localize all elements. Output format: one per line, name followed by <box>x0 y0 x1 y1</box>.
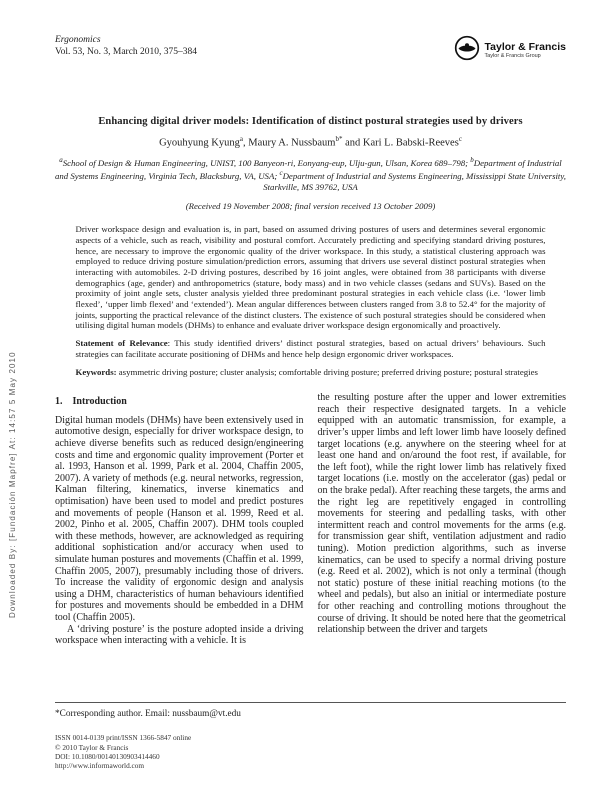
right-column <box>318 392 567 680</box>
affiliation-c-mark: c <box>279 169 283 178</box>
affiliations <box>55 155 566 193</box>
affiliation-b-mark: b <box>470 155 474 164</box>
affiliation-a-mark: a <box>59 155 63 164</box>
corresponding-author-note: *Corresponding author. Email: nussbaum@vt.edu <box>55 709 241 720</box>
statement-of-relevance <box>76 338 546 359</box>
left-column <box>55 392 304 680</box>
received-dates: (Received 19 November 2008; final version received 13 October 2009) <box>185 201 436 212</box>
journal-name: Ergonomics <box>55 35 101 45</box>
author-3: Kari L. Babski-Reeves <box>362 137 459 149</box>
journal-issue-line: Vol. 53, No. 3, March 2010, 375–384 <box>55 47 198 57</box>
download-watermark: Downloaded By: [Fundación Mapfre] At: 14:57 5 May 2010 <box>8 351 17 618</box>
page-header <box>55 34 566 66</box>
affiliation-a: School of Design & Human Engineering, UNIST, 100 Banyeon-ri, Eonyang-eup, Ulju-gun, Ulsan, Korea 689–798; <box>62 157 471 168</box>
body-columns <box>55 392 566 680</box>
page-content <box>55 34 566 770</box>
author-2-affmark: b* <box>335 135 343 143</box>
author-separator: and <box>342 137 363 149</box>
section-number: 1. <box>55 396 63 408</box>
publisher-logo-text <box>485 42 567 60</box>
section-heading <box>55 396 304 408</box>
publisher-logo <box>454 35 567 66</box>
abstract-text: Driver workspace design and evaluation is, in part, based on assumed driving postures of users and determines several ergonomic aspects of a vehicle, such as reach, visibility and postural comfort. Accurately predicting and specifying standard driving postures, hence, are necessary to improve the ergonomic quality of the driver workspace. In this study, a statistical clustering approach was employed to reduce driving posture simulation/prediction errors, assuming that drivers use several distinct postural strategies when interacting with automobiles. 2-D driving postures, described by 16 joint angles, were obtained from 38 participants with diverse demographics (age, gender) and anthropometrics (stature, body mass) and in two vehicle classes (sedans and SUVs). Based on the proximity of joint angle sets, cluster analysis yielded three predominant postural strategies in each vehicle class (i.e. ‘lower limb flexed’, ‘upper limb flexed’ and ‘extended’). Mean angular differences between clusters ranged from 3.8 to 52.4° for the majority of joints, supporting the practical relevance of the distinct clusters. The existence of such postural strategies should be considered when utilising digital human models (DHMs) to enhance and evaluate driver workspace design ergonomically and proactively. <box>75 224 546 331</box>
issn-line: ISSN 0014-0139 print/ISSN 1366-5847 online <box>55 733 192 743</box>
keywords-text: asymmetric driving posture; cluster analysis; comfortable driving posture; preferred driving posture; postural strategies <box>116 366 538 377</box>
body-paragraph: the resulting posture after the upper and lower extremities reach their respective designated targets. In a vehicle equipped with an automatic transmission, for example, a driver’s upper limbs and left lower limb have loosely defined target locations (e.g. anywhere on the steering wheel for at least one hand and on/around the foot rest, if available, for the left foot), while the right lower limb has relatively fixed target locations (i.e. mostly on the accelerator (gas) pedal or on the brake pedal). After reaching these targets, the arms and the right leg are repetitively engaged in controlling movements for steering and pedalling tasks, with other intermittent reach and control movements for the arms (e.g. for transmission gear shift, ventilation adjustment and radio tuning). Motion prediction algorithms, such as inverse kinematics, can be used to specify a normal driving posture (e.g. Reed et al. 2002), which is not only a terminal (though not static) posture of these initial reaching motions (to the wheel and pedals), but also an initial or intermediate posture for other reaching and controlling motions throughout the course of driving. It should be noted here that the geometrical relationship between the driver and targets <box>317 392 566 636</box>
keywords-label: Keywords: <box>75 366 117 377</box>
statement-text: : This study identified drivers’ distinct postural strategies, based on actual drivers’ behaviours. Such strategies can facilitate accurate positioning of DHMs and hence help design ergonomic driver workspaces. <box>75 338 546 359</box>
abstract-block <box>76 224 546 377</box>
keywords-line <box>76 367 546 378</box>
affiliation-c: Department of Industrial and Systems Engineering, Mississippi State University, Starkville, MS 39762, USA <box>263 170 566 192</box>
author-1-affmark: a <box>239 135 243 143</box>
publisher-name: Taylor & Francis <box>484 40 566 53</box>
statement-label: Statement of Relevance <box>75 338 168 349</box>
publisher-url: http://www.informaworld.com <box>55 761 145 771</box>
body-paragraph: Digital human models (DHMs) have been extensively used in automotive design, especially for driver workspace design, to achieve diverse benefits such as reduced design/engineering costs and time and ergonomic quality improvement (Porter et al. 1993, Hanson et al. 1999, Park et al. 2004, Chaffin 2005, 2007). A variety of methods (e.g. neural networks, regression, Kalman filtering, kinematics, inverse kinematics and optimisation) have been used to model and predict postures and movements of people (Hanson et al. 1999, Reed et al. 2002, Pinho et al. 2005, Chaffin 2007). DHM tools coupled with these methods, however, are acknowledged as requiring additional sophistication and/or accuracy when used to simulate human postures and movements (Chaffin et al. 1999, Chaffin 2005, 2007), presumably including those of drivers. To increase the validity of ergonomic design and analysis using a DHM, characteristics of human behaviours identified for postures and movements should be embedded in a DHM tool (Chaffin 2005). <box>55 414 304 623</box>
author-1: Gyouhyung Kyung <box>159 137 240 149</box>
footnote-divider <box>55 702 566 703</box>
author-3-affmark: c <box>458 135 462 143</box>
imprint-block <box>55 733 566 770</box>
author-2: Maury A. Nussbaum <box>248 137 336 149</box>
authors-line <box>55 135 566 149</box>
doi-line: DOI: 10.1080/00140130903414460 <box>55 751 160 761</box>
journal-info <box>55 34 197 58</box>
publisher-group: Taylor & Francis Group <box>484 52 541 59</box>
taylor-francis-logo-icon <box>454 35 480 66</box>
body-paragraph: A ‘driving posture’ is the posture adopted inside a driving workspace when interacting with a vehicle. It is <box>55 623 304 647</box>
section-title: Introduction <box>72 396 127 408</box>
copyright-line: © 2010 Taylor & Francis <box>55 742 129 752</box>
affiliation-b: Department of Industrial and Systems Engineering, Virginia Tech, Blacksburg, VA, USA; <box>55 157 562 181</box>
author-separator: , <box>242 137 249 149</box>
article-title: Enhancing digital driver models: Identification of distinct postural strategies used by drivers <box>98 116 523 127</box>
